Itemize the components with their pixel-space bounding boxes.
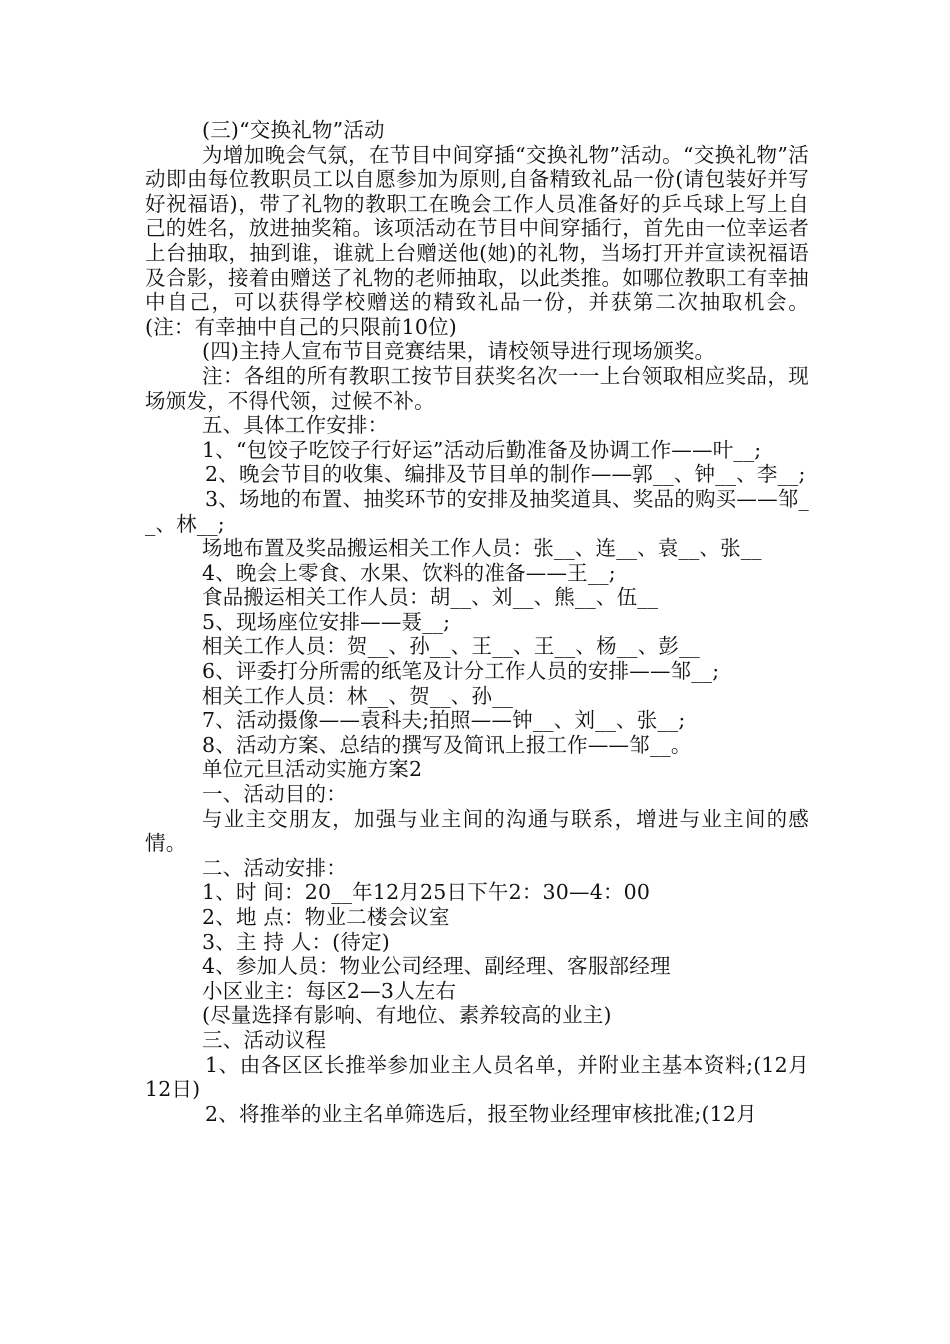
paragraph: (尽量选择有影响、有地位、素养较高的业主) (202, 1003, 612, 1028)
paragraph: 2、晚会节目的收集、编排及节目单的制作——郭__、钟__、李__; (205, 462, 806, 487)
paragraph: (三)“交换礼物”活动 (202, 118, 385, 142)
paragraph: (四)主持人宣布节目竞赛结果，请校领导进行现场颁奖。 (202, 339, 716, 364)
paragraph: 为增加晚会气氛，在节目中间穿插“交换礼物”活动。“交换礼物”活动即由每位教职员工以自愿参加为原则,自备精致礼品一份(请包装好并写好祝福语)，带了礼物的教职工在晚会工作人员准备好的乒乓球上写上自己的姓名，放进抽奖箱。该项活动在节目中间穿插行，首先由一位幸运者上台抽取，抽到谁，谁就上台赠送他(她)的礼物，当场打开并宣读祝福语及合影，接着由赠送了礼物的老师抽取，以此类推。如哪位教职工有幸抽中自己，可以获得学校赠送的精致礼品一份，并获第二次抽取机会。(注：有幸抽中自己的只限前10位) (145, 142, 809, 339)
paragraph: 3、主 持 人：(待定) (202, 929, 390, 954)
document-body (145, 118, 809, 1126)
paragraph: 4、参加人员：物业公司经理、副经理、客服部经理 (202, 954, 671, 979)
paragraph: 5、现场座位安排——聂__; (202, 609, 451, 634)
paragraph: 7、活动摄像——袁科夫;拍照——钟__、刘__、张__; (202, 708, 686, 733)
paragraph: 2、地 点：物业二楼会议室 (202, 905, 450, 929)
paragraph: 相关工作人员：贺__、孙__、王__、王__、杨__、彭__ (202, 634, 700, 659)
paragraph: 4、晚会上零食、水果、饮料的准备——王__; (202, 560, 616, 585)
paragraph: 6、评委打分所需的纸笔及计分工作人员的安排——邹__; (202, 659, 720, 684)
paragraph: 三、活动议程 (202, 1027, 327, 1052)
paragraph: 小区业主：每区2—3人左右 (202, 978, 457, 1003)
paragraph: 注：各组的所有教职工按节目获奖名次一一上台领取相应奖品，现场颁发，不得代领，过候不补。 (145, 363, 809, 413)
paragraph: 1、由各区区长推举参加业主人员名单，并附业主基本资料;(12月12日) (145, 1052, 809, 1102)
paragraph: 3、场地的布置、抽奖环节的安排及抽奖道具、奖品的购买——邹__、林__; (145, 486, 809, 536)
paragraph: 8、活动方案、总结的撰写及简讯上报工作——邹__。 (202, 732, 692, 757)
paragraph: 场地布置及奖品搬运相关工作人员：张__、连__、袁__、张__ (202, 536, 762, 561)
section-title: 单位元旦活动实施方案2 (202, 757, 423, 782)
paragraph: 相关工作人员：林__、贺__、孙__ (202, 683, 514, 708)
paragraph: 1、时 间：20__年12月25日下午2：30—4：00 (202, 880, 651, 905)
paragraph: 食品搬运相关工作人员：胡__、刘__、熊__、伍__ (202, 585, 659, 610)
paragraph: 与业主交朋友，加强与业主间的沟通与联系，增进与业主间的感情。 (145, 806, 809, 856)
paragraph: 二、活动安排： (202, 855, 347, 880)
paragraph: 五、具体工作安排： (202, 413, 389, 438)
paragraph: 1、“包饺子吃饺子行好运”活动后勤准备及协调工作——叶__; (202, 437, 762, 462)
paragraph: 一、活动目的： (202, 782, 347, 807)
paragraph: 2、将推举的业主名单筛选后，报至物业经理审核批准;(12月 (205, 1101, 757, 1126)
